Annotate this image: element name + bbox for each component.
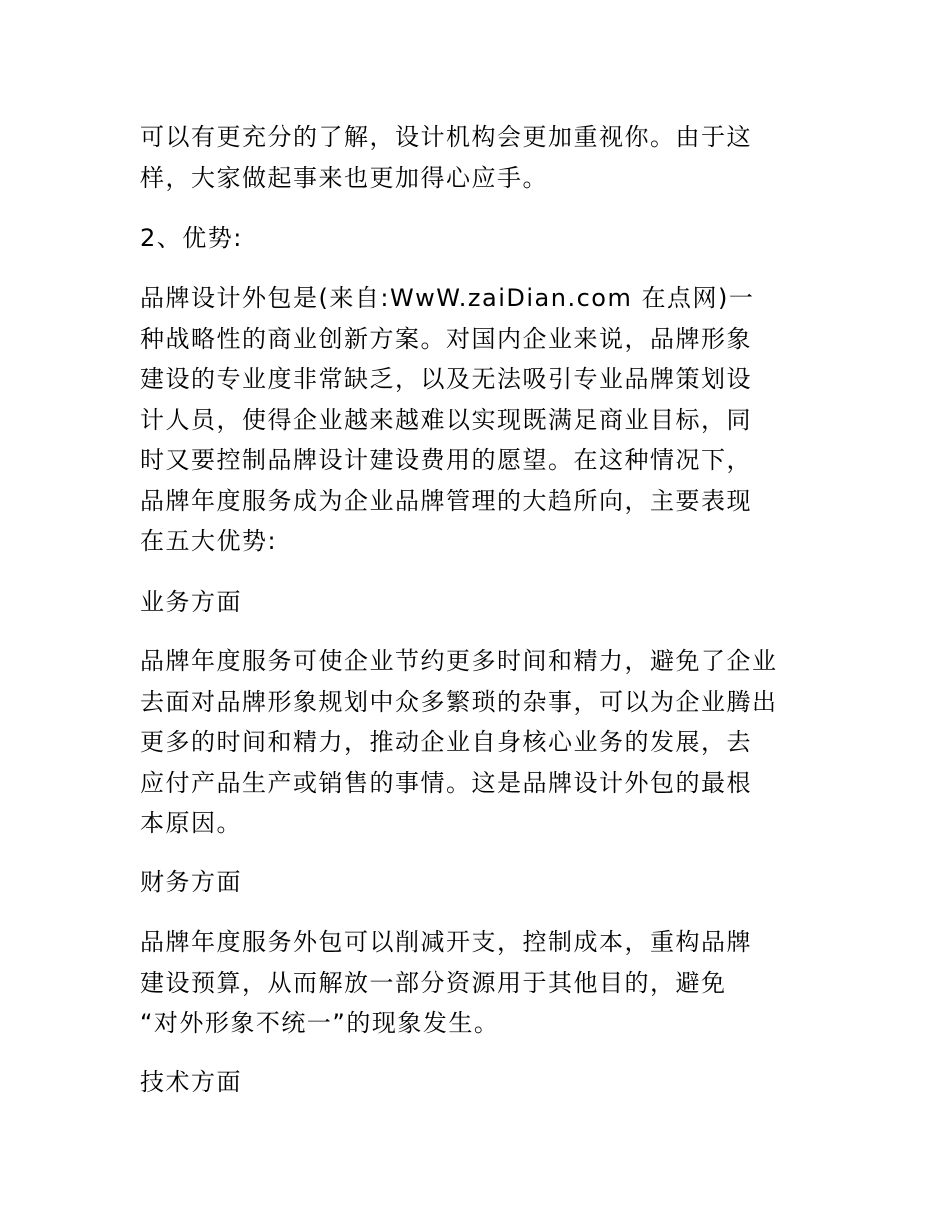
text-line: 去面对品牌形象规划中众多繁琐的杂事，可以为企业腾出 [140,687,778,716]
text-line: “对外形象不统一”的现象发生。 [140,1009,500,1037]
subheading-technology [140,1062,830,1103]
text-line: 2、优势: [140,224,243,252]
text-line: 计人员，使得企业越来越难以实现既满足商业目标，同 [140,405,752,434]
section-heading-advantages [140,218,830,259]
text-line: 建设的专业度非常缺乏，以及无法吸引专业品牌策划设 [140,365,752,393]
text-line: 时又要控制品牌设计建设费用的愿望。在这种情况下， [140,446,752,474]
paragraph-business [140,641,830,844]
text-line: 应付产品生产或销售的事情。这是品牌设计外包的最根 [140,768,752,797]
paragraph-intro [140,117,830,198]
text-line: 可以有更充分的了解，设计机构会更加重视你。由于这 [140,123,752,151]
subheading-finance [140,862,830,903]
paragraph-outsourcing-overview [140,278,830,562]
text-line: 样，大家做起事来也更加得心应手。 [140,163,548,192]
text-line: 技术方面 [140,1068,242,1096]
text-line: 品牌年度服务可使企业节约更多时间和精力，避免了企业 [140,647,778,675]
text-line: 品牌年度服务成为企业品牌管理的大趋所向，主要表现 [140,486,752,515]
subheading-business [140,582,830,623]
text-line: 品牌年度服务外包可以削减开支，控制成本，重构品牌 [140,928,752,956]
text-line: 财务方面 [140,868,242,896]
text-line: 本原因。 [140,809,242,837]
text-line: 建设预算，从而解放一部分资源用于其他目的，避免 [140,968,727,997]
text-line: 更多的时间和精力，推动企业自身核心业务的发展，去 [140,728,752,756]
text-line: 在五大优势: [140,527,278,555]
text-line: 业务方面 [140,588,242,616]
text-line: 品牌设计外包是(来自:WwW.zaiDian.com 在点网)一 [140,284,755,312]
text-line: 种战略性的商业创新方案。对国内企业来说，品牌形象 [140,324,752,353]
paragraph-finance [140,922,830,1044]
